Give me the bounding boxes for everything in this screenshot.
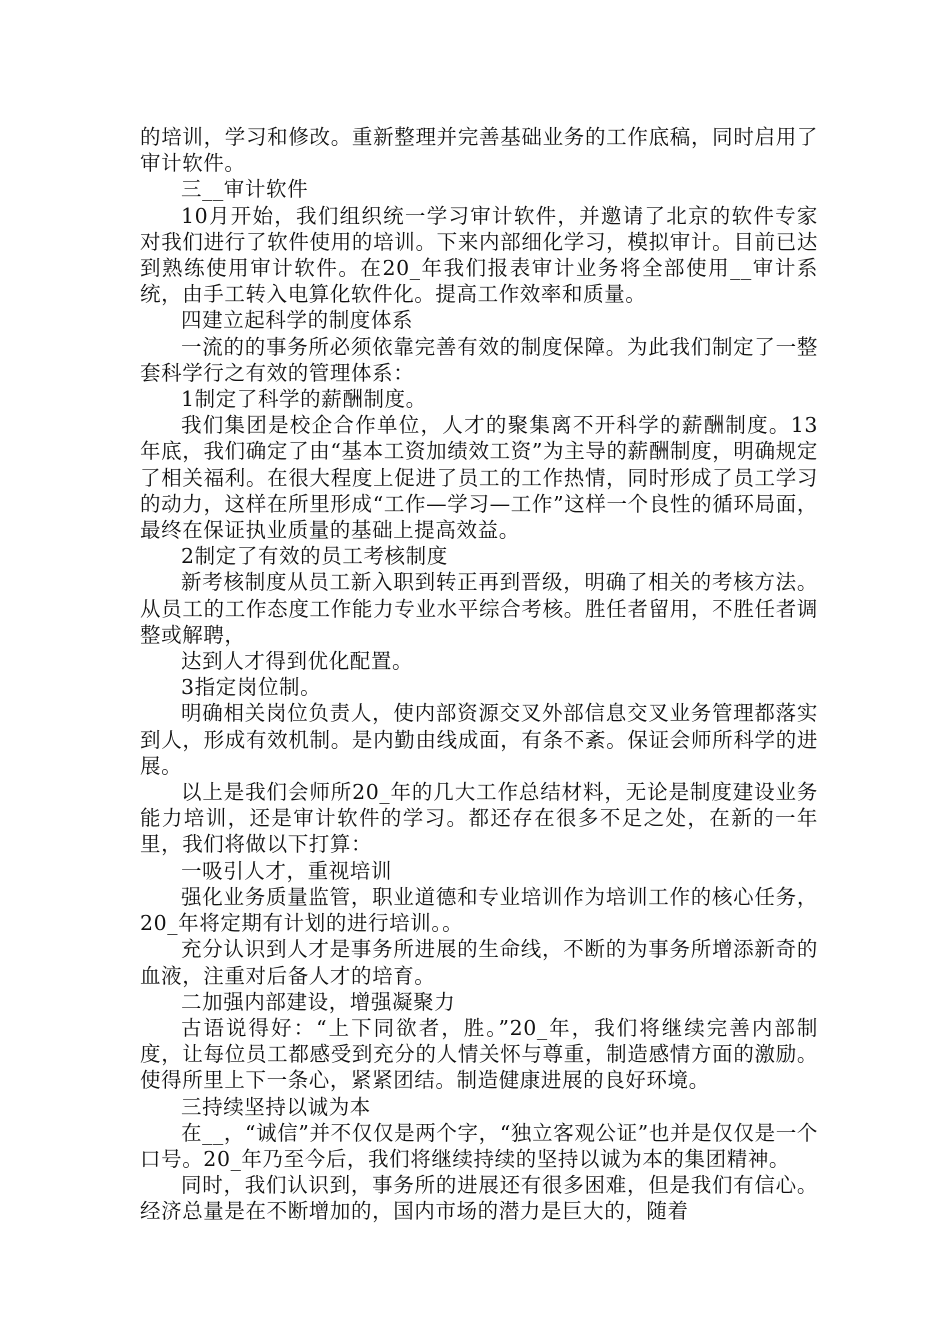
document-page bbox=[140, 124, 818, 1225]
subsection-heading: 2制定了有效的员工考核制度 bbox=[181, 544, 448, 569]
paragraph: 我们集团是校企合作单位，人才的聚集离不开科学的薪酬制度。13年底，我们确定了由“基本工资加绩效工资”为主导的薪酬制度，明确规定了相关福利。在很大程度上促进了员工的工作热情，同时形成了员工学习的动力，这样在所里形成“工作—学习—工作”这样一个良性的循环局面，最终在保证执业质量的基础上提高效益。 bbox=[140, 413, 818, 543]
section-heading: 三__审计软件 bbox=[181, 177, 309, 202]
section-heading: 二加强内部建设，增强凝聚力 bbox=[181, 989, 456, 1014]
paragraph: 同时，我们认识到，事务所的进展还有很多困难，但是我们有信心。经济总量是在不断增加的，国内市场的潜力是巨大的，随着 bbox=[140, 1173, 818, 1224]
paragraph: 强化业务质量监管，职业道德和专业培训作为培训工作的核心任务，20_年将定期有计划的进行培训。。 bbox=[140, 884, 818, 936]
subsection-heading: 3指定岗位制。 bbox=[181, 675, 322, 700]
paragraph: 10月开始，我们组织统一学习审计软件，并邀请了北京的软件专家对我们进行了软件使用的培训。下来内部细化学习，模拟审计。目前已达到熟练使用审计软件。在20_年我们报表审计业务将全部使用__审计系统，由手工转入电算化软件化。提高工作效率和质量。 bbox=[140, 203, 818, 307]
paragraph: 以上是我们会师所20_年的几大工作总结材料，无论是制度建设业务能力培训，还是审计软件的学习。都还存在很多不足之处，在新的一年里，我们将做以下打算： bbox=[140, 780, 818, 857]
paragraph: 新考核制度从员工新入职到转正再到晋级，明确了相关的考核方法。从员工的工作态度工作能力专业水平综合考核。胜任者留用，不胜任者调整或解聘， bbox=[140, 570, 818, 647]
paragraph: 古语说得好：“上下同欲者，胜。”20_年，我们将继续完善内部制度，让每位员工都感受到充分的人情关怀与尊重，制造感情方面的激励。使得所里上下一条心，紧紧团结。制造健康进展的良好环境。 bbox=[140, 1015, 818, 1093]
paragraph: 达到人才得到优化配置。 bbox=[181, 649, 414, 674]
paragraph: 在__，“诚信”并不仅仅是两个字，“独立客观公证”也并是仅仅是一个口号。20_年乃至今后，我们将继续持续的坚持以诚为本的集团精神。 bbox=[140, 1120, 818, 1171]
paragraph: 的培训，学习和修改。重新整理并完善基础业务的工作底稿，同时启用了审计软件。 bbox=[140, 125, 818, 176]
paragraph: 充分认识到人才是事务所进展的生命线，不断的为事务所增添新奇的血液，注重对后备人才的培育。 bbox=[140, 937, 818, 988]
section-heading: 一吸引人才，重视培训 bbox=[181, 858, 392, 883]
section-heading: 四建立起科学的制度体系 bbox=[181, 308, 414, 333]
paragraph: 一流的的事务所必须依靠完善有效的制度保障。为此我们制定了一整套科学行之有效的管理体系： bbox=[140, 334, 818, 385]
subsection-heading: 1制定了科学的薪酬制度。 bbox=[181, 387, 427, 412]
paragraph: 明确相关岗位负责人，使内部资源交叉外部信息交叉业务管理都落实到人，形成有效机制。是内勤由线成面，有条不紊。保证会师所科学的进展。 bbox=[140, 701, 818, 778]
section-heading: 三持续坚持以诚为本 bbox=[181, 1094, 371, 1119]
